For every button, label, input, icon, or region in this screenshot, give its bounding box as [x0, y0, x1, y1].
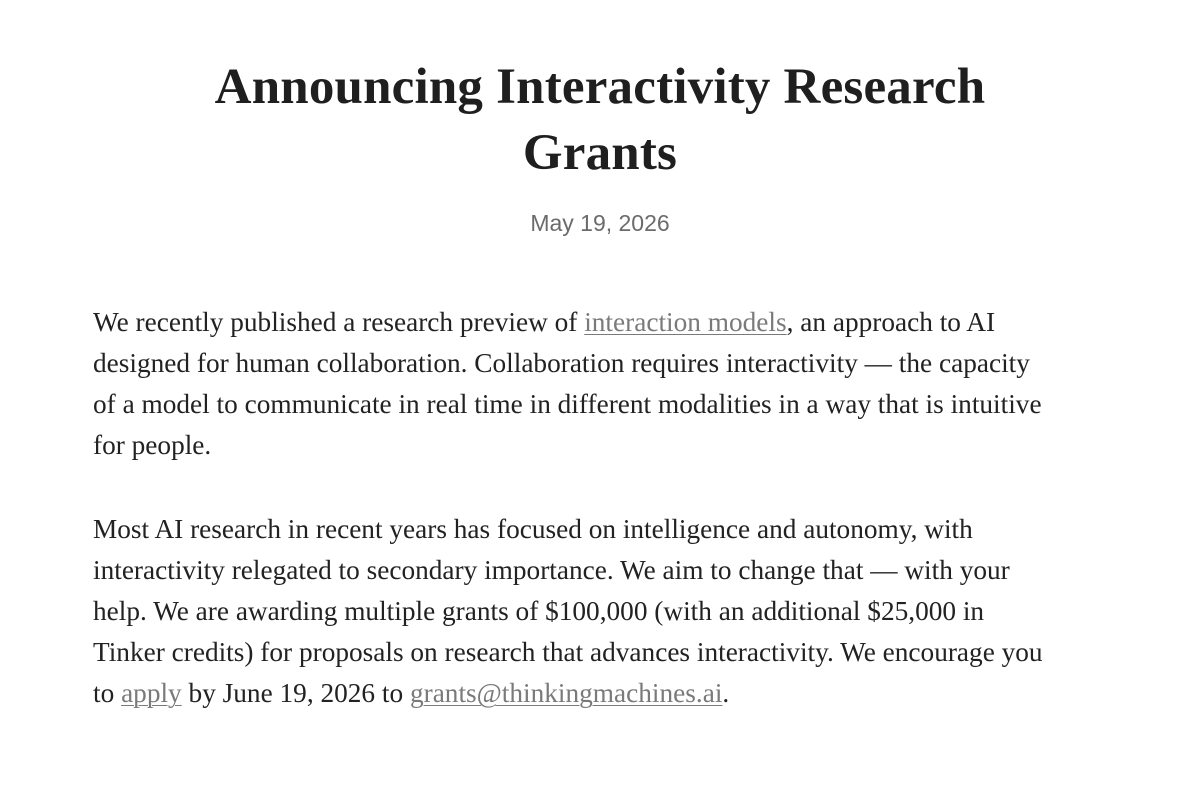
interaction-models-link[interactable]: interaction models	[584, 307, 787, 337]
apply-link[interactable]: apply	[121, 678, 182, 708]
page-title-line-2: Grants	[522, 125, 678, 181]
intro-line-3: of a model to communicate in real time in different modalities in a way that is intuitive	[93, 389, 1042, 419]
grants-paragraph	[93, 509, 1133, 714]
intro-paragraph	[93, 302, 1133, 466]
grants-line-1: Most AI research in recent years has focused on intelligence and autonomy, with	[93, 514, 973, 544]
grants-line-5-prefix: to	[93, 678, 122, 708]
page-title-line-1: Announcing Interactivity Research	[214, 59, 986, 115]
grants-line-5-middle: by June 19, 2026 to	[181, 678, 410, 708]
grants-email-link[interactable]: grants@thinkingmachines.ai	[409, 678, 723, 708]
grants-line-5	[93, 673, 1133, 714]
intro-text-after-link: , an approach to AI	[786, 307, 996, 337]
intro-line-4: for people.	[93, 430, 212, 460]
grants-line-4: Tinker credits) for proposals on research that advances interactivity. We encourage you	[93, 637, 1043, 667]
grants-line-2: interactivity relegated to secondary importance. We aim to change that — with your	[93, 555, 1010, 585]
post-date: May 19, 2026	[530, 210, 670, 236]
intro-text-before-link: We recently published a research preview of	[93, 307, 585, 337]
intro-line-2: designed for human collaboration. Collaboration requires interactivity — the capacity	[93, 348, 1030, 378]
page-title	[0, 54, 1200, 186]
intro-line-1	[93, 302, 1133, 343]
grants-line-3: help. We are awarding multiple grants of $100,000 (with an additional $25,000 in	[93, 596, 985, 626]
grants-line-5-suffix: .	[722, 678, 730, 708]
